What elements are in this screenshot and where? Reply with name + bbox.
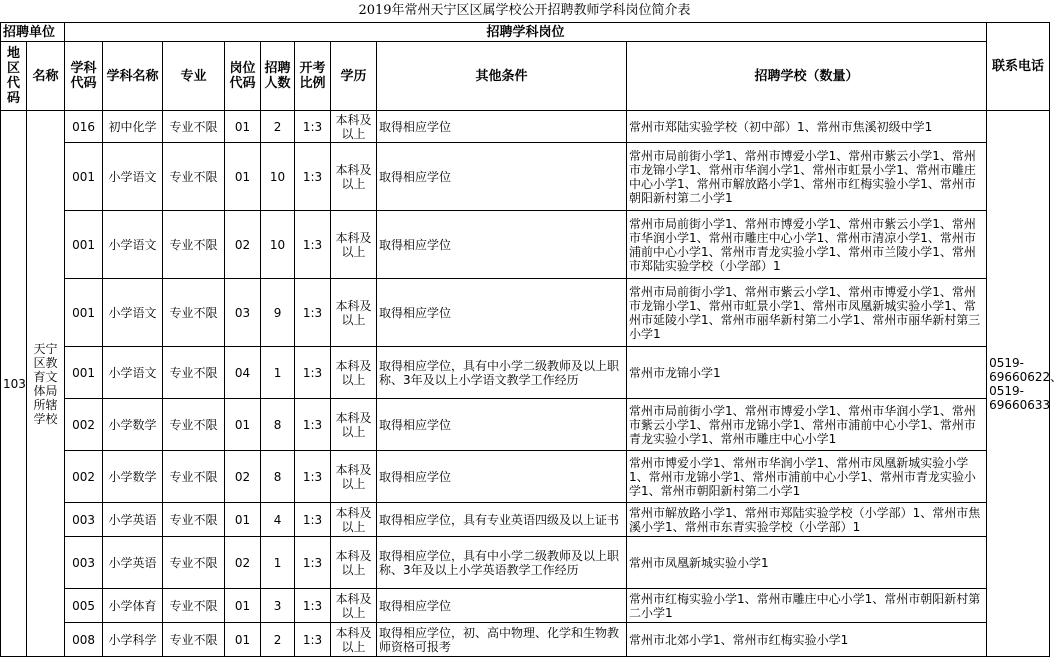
major-cell: 专业不限 — [163, 451, 225, 503]
schools-cell: 常州市凤凰新城实验小学1 — [627, 537, 987, 589]
subject-code-cell: 001 — [65, 143, 103, 211]
post-cell: 01 — [225, 399, 261, 451]
post-cell: 01 — [225, 143, 261, 211]
table-row — [1, 537, 1050, 589]
major-cell: 专业不限 — [163, 589, 225, 623]
contact-cell: 0519-69660622、0519-69660633 — [987, 111, 1050, 657]
edu-cell: 本科及以上 — [331, 279, 377, 347]
table-row — [1, 347, 1050, 399]
count-cell: 9 — [261, 279, 295, 347]
subject-code-cell: 005 — [65, 589, 103, 623]
subject-cell: 小学数学 — [103, 451, 163, 503]
post-cell: 03 — [225, 279, 261, 347]
edu-cell: 本科及以上 — [331, 589, 377, 623]
subject-cell: 小学语文 — [103, 279, 163, 347]
table-row — [1, 399, 1050, 451]
subject-cell: 小学体育 — [103, 589, 163, 623]
unit-name-cell: 天宁区教育文体局所辖学校 — [27, 111, 65, 657]
ratio-cell: 1:3 — [295, 451, 331, 503]
schools-cell: 常州市局前街小学1、常州市博爱小学1、常州市华润小学1、常州市紫云小学1、常州市龙锦小学1、常州市浦前中心小学1、常州市青龙实验小学1、常州市雕庄中心小学1 — [627, 399, 987, 451]
subject-cell: 小学语文 — [103, 347, 163, 399]
header-row-2 — [1, 42, 1050, 111]
other-cell: 取得相应学位，具有中小学二级教师及以上职称、3年及以上小学英语教学工作经历 — [377, 537, 627, 589]
post-cell: 01 — [225, 623, 261, 657]
major-cell: 专业不限 — [163, 143, 225, 211]
count-cell: 4 — [261, 503, 295, 537]
other-cell: 取得相应学位 — [377, 111, 627, 143]
major-cell: 专业不限 — [163, 623, 225, 657]
header-name: 名称 — [27, 42, 65, 111]
ratio-cell: 1:3 — [295, 279, 331, 347]
major-cell: 专业不限 — [163, 279, 225, 347]
subject-code-cell: 002 — [65, 399, 103, 451]
schools-cell: 常州市郑陆实验学校（初中部）1、常州市焦溪初级中学1 — [627, 111, 987, 143]
subject-cell: 小学语文 — [103, 211, 163, 279]
edu-cell: 本科及以上 — [331, 399, 377, 451]
other-cell: 取得相应学位 — [377, 451, 627, 503]
post-cell: 02 — [225, 451, 261, 503]
schools-cell: 常州市解放路小学1、常州市郑陆实验学校（小学部）1、常州市焦溪小学1、常州市东青实验学校（小学部）1 — [627, 503, 987, 537]
header-other: 其他条件 — [377, 42, 627, 111]
ratio-cell: 1:3 — [295, 211, 331, 279]
major-cell: 专业不限 — [163, 399, 225, 451]
schools-cell: 常州市局前街小学1、常州市紫云小学1、常州市博爱小学1、常州市龙锦小学1、常州市虹景小学1、常州市凤凰新城实验小学1、常州市延陵小学1、常州市丽华新村第二小学1、常州市丽华新村第三小学1 — [627, 279, 987, 347]
major-cell: 专业不限 — [163, 111, 225, 143]
schools-cell: 常州市红梅实验小学1、常州市雕庄中心小学1、常州市朝阳新村第二小学1 — [627, 589, 987, 623]
other-cell: 取得相应学位 — [377, 143, 627, 211]
header-row-1 — [1, 23, 1050, 42]
edu-cell: 本科及以上 — [331, 623, 377, 657]
other-cell: 取得相应学位 — [377, 211, 627, 279]
header-ratio: 开考比例 — [295, 42, 331, 111]
header-count: 招聘人数 — [261, 42, 295, 111]
table-row — [1, 503, 1050, 537]
table-row — [1, 143, 1050, 211]
other-cell: 取得相应学位 — [377, 589, 627, 623]
schools-cell: 常州市博爱小学1、常州市华润小学1、常州市凤凰新城实验小学1、常州市龙锦小学1、常州市浦前中心小学1、常州市青龙实验小学1、常州市朝阳新村第二小学1 — [627, 451, 987, 503]
edu-cell: 本科及以上 — [331, 451, 377, 503]
subject-cell: 小学英语 — [103, 537, 163, 589]
page-title: 2019年常州天宁区区属学校公开招聘教师学科岗位简介表 — [358, 3, 691, 18]
edu-cell: 本科及以上 — [331, 503, 377, 537]
post-cell: 01 — [225, 111, 261, 143]
ratio-cell: 1:3 — [295, 143, 331, 211]
table-row — [1, 111, 1050, 143]
header-post-code: 岗位代码 — [225, 42, 261, 111]
recruitment-table — [0, 22, 1062, 657]
other-cell: 取得相应学位，具有中小学二级教师及以上职称、3年及以上小学语文教学工作经历 — [377, 347, 627, 399]
table-row — [1, 279, 1050, 347]
subject-code-cell: 008 — [65, 623, 103, 657]
table-row — [1, 589, 1050, 623]
subject-code-cell: 003 — [65, 537, 103, 589]
count-cell: 1 — [261, 347, 295, 399]
subject-code-cell: 001 — [65, 211, 103, 279]
schools-cell: 常州市局前街小学1、常州市博爱小学1、常州市紫云小学1、常州市龙锦小学1、常州市华润小学1、常州市虹景小学1、常州市雕庄中心小学1、常州市解放路小学1、常州市红梅实验小学1、常州市朝阳新村第二小学1 — [627, 143, 987, 211]
subject-cell: 小学科学 — [103, 623, 163, 657]
subject-code-cell: 003 — [65, 503, 103, 537]
other-cell: 取得相应学位，初、高中物理、化学和生物教师资格可报考 — [377, 623, 627, 657]
other-cell: 取得相应学位，具有专业英语四级及以上证书 — [377, 503, 627, 537]
count-cell: 3 — [261, 589, 295, 623]
count-cell: 10 — [261, 143, 295, 211]
count-cell: 10 — [261, 211, 295, 279]
subject-code-cell: 016 — [65, 111, 103, 143]
ratio-cell: 1:3 — [295, 111, 331, 143]
header-subject-code: 学科代码 — [65, 42, 103, 111]
header-subject-post: 招聘学科岗位 — [65, 23, 987, 42]
subject-cell: 小学语文 — [103, 143, 163, 211]
header-contact: 联系电话 — [987, 23, 1050, 111]
edu-cell: 本科及以上 — [331, 211, 377, 279]
schools-cell: 常州市龙锦小学1 — [627, 347, 987, 399]
post-cell: 02 — [225, 537, 261, 589]
post-cell: 02 — [225, 211, 261, 279]
subject-cell: 小学英语 — [103, 503, 163, 537]
table-row — [1, 623, 1050, 657]
post-cell: 04 — [225, 347, 261, 399]
other-cell: 取得相应学位 — [377, 399, 627, 451]
count-cell: 8 — [261, 399, 295, 451]
other-cell: 取得相应学位 — [377, 279, 627, 347]
ratio-cell: 1:3 — [295, 623, 331, 657]
ratio-cell: 1:3 — [295, 503, 331, 537]
subject-cell: 初中化学 — [103, 111, 163, 143]
schools-cell: 常州市北郊小学1、常州市红梅实验小学1 — [627, 623, 987, 657]
table-row — [1, 211, 1050, 279]
header-area-code: 地区代码 — [1, 42, 27, 111]
header-major: 专业 — [163, 42, 225, 111]
header-subject-name: 学科名称 — [103, 42, 163, 111]
edu-cell: 本科及以上 — [331, 143, 377, 211]
major-cell: 专业不限 — [163, 211, 225, 279]
ratio-cell: 1:3 — [295, 589, 331, 623]
post-cell: 01 — [225, 589, 261, 623]
header-unit: 招聘单位 — [1, 23, 65, 42]
count-cell: 2 — [261, 623, 295, 657]
table-row — [1, 451, 1050, 503]
subject-code-cell: 001 — [65, 279, 103, 347]
ratio-cell: 1:3 — [295, 399, 331, 451]
area-code-cell: 103 — [1, 111, 27, 657]
count-cell: 2 — [261, 111, 295, 143]
header-education: 学历 — [331, 42, 377, 111]
edu-cell: 本科及以上 — [331, 347, 377, 399]
schools-cell: 常州市局前街小学1、常州市博爱小学1、常州市紫云小学1、常州市华润小学1、常州市雕庄中心小学1、常州市清凉小学1、常州市浦前中心小学1、常州市青龙实验小学1、常州市兰陵小学1、常州市郑陆实验学校（小学部）1 — [627, 211, 987, 279]
edu-cell: 本科及以上 — [331, 111, 377, 143]
edu-cell: 本科及以上 — [331, 537, 377, 589]
ratio-cell: 1:3 — [295, 537, 331, 589]
subject-code-cell: 001 — [65, 347, 103, 399]
count-cell: 1 — [261, 537, 295, 589]
post-cell: 01 — [225, 503, 261, 537]
subject-code-cell: 002 — [65, 451, 103, 503]
header-schools: 招聘学校（数量） — [627, 42, 987, 111]
major-cell: 专业不限 — [163, 503, 225, 537]
major-cell: 专业不限 — [163, 347, 225, 399]
major-cell: 专业不限 — [163, 537, 225, 589]
ratio-cell: 1:3 — [295, 347, 331, 399]
count-cell: 8 — [261, 451, 295, 503]
subject-cell: 小学数学 — [103, 399, 163, 451]
